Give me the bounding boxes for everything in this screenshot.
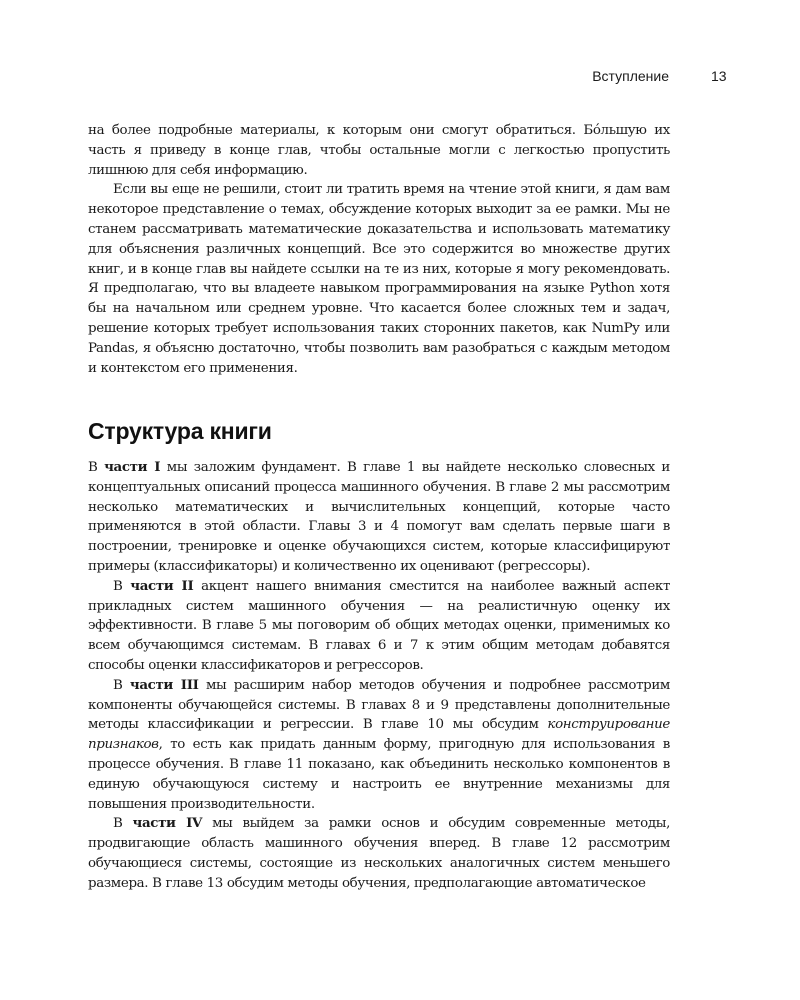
part-label: части II <box>130 577 194 594</box>
paragraph: Если вы еще не решили, стоит ли тратить время на чтение этой книги, я дам вам некоторое представление о темах, обсуждение которых выходит за ее рамки. Мы не станем рассматривать математические доказательства и использовать математику для объяснения различных концепций. Все это содержится во множестве других книг, и в конце глав вы найдете ссылки на те из них, которые я могу рекомендовать. Я предполагаю, что вы владеете навыком программирования на языке Python хотя бы на начальном или среднем уровне. Что касается более сложных тем и задач, решение которых требует использования таких сторонних пакетов, как NumPy или Pandas, я объясню достаточно, чтобы позволить вам разобраться с каждым методом и контекстом его применения. <box>88 182 670 376</box>
part-label: части III <box>129 676 199 693</box>
section-heading: Структура книги <box>88 418 272 444</box>
running-head-section: Вступление <box>592 68 669 84</box>
paragraph: на более подробные материалы, к которым они смогут обратиться. Бóльшую их часть я приведу в конце глав, чтобы остальные могли с легкостью пропустить лишнюю для себя информацию. <box>88 123 670 178</box>
paragraph-part-1: В части I мы заложим фундамент. В главе 1 вы найдете несколько словесных и концептуальных описаний процесса машинного обучения. В главе 2 мы рассмотрим несколько математических и вычислительных концепций, которые часто применяются в этой области. Главы 3 и 4 помогут вам сделать первые шаги в построении, тренировке и оценке обучающихся систем, которые классифицируют примеры (классификаторы) и количественно их оценивают (регрессоры). <box>88 459 670 574</box>
structure-text <box>88 458 670 894</box>
page-number: 13 <box>711 68 727 84</box>
running-head <box>0 68 800 88</box>
paragraph-part-4: В части IV мы выйдем за рамки основ и обсудим современные методы, продвигающие область машинного обучения вперед. В главе 12 рассмотрим обучающиеся системы, состоящие из нескольких аналогичных систем меньшего размера. В главе 13 обсудим методы обучения, предполагающие автоматическое <box>88 815 670 891</box>
intro-text <box>88 121 670 378</box>
part-label: части I <box>104 459 161 475</box>
paragraph-part-2: В части II акцент нашего внимания сместится на наиболее важный аспект прикладных систем машинного обучения — на реалистичную оценку их эффективности. В главе 5 мы поговорим об общих методах оценки, применимых ко всем обучающимся системам. В главах 6 и 7 к этим общим методам добавятся способы оценки классификаторов и регрессоров. <box>88 577 670 673</box>
part-label: части IV <box>132 815 203 832</box>
emphasis-term: конструирование признаков <box>88 717 670 753</box>
paragraph-part-3: В части III мы расширим набор методов обучения и подробнее рассмотрим компоненты обучающейся системы. В главах 8 и 9 представлены дополнительные методы классификации и регрессии. В главе 10 мы обсудим конструирование признаков, то есть как придать данным форму, пригодную для использования в процессе обучения. В главе 11 показано, как объединить несколько компонентов в единую обучающуюся систему и настроить ее внутренние механизмы для повышения производительности. <box>88 676 670 812</box>
